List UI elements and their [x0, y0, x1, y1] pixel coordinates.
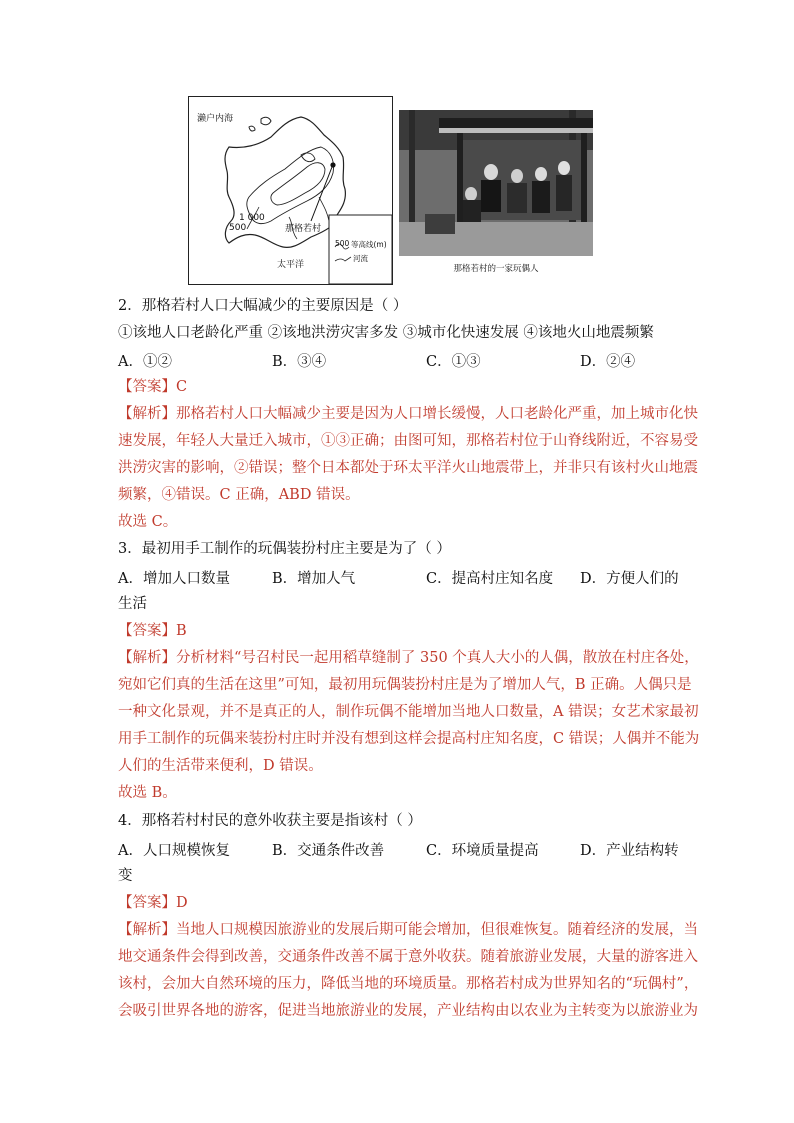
q2-answer-value: C	[176, 379, 188, 395]
contour-map	[188, 96, 393, 285]
q2-option-d[interactable]: D．②④	[580, 354, 636, 370]
q3-analysis-line-5: 人们的生活带来便利，D 错误。	[118, 758, 323, 774]
q4-answer	[118, 893, 188, 913]
q3-option-c[interactable]: C．提高村庄知名度	[426, 571, 554, 587]
q3-answer-value: B	[176, 623, 187, 639]
q4-analysis-line-1	[118, 920, 698, 940]
q3-analysis-line-3: 一种文化景观，并不是真正的人，制作玩偶不能增加当地人口数量，A 错误；女艺术家最初	[118, 704, 699, 720]
q3-option-b[interactable]: B．增加人气	[272, 571, 356, 587]
figure-row	[188, 96, 608, 286]
q4-option-a[interactable]: A．人口规模恢复	[118, 843, 230, 859]
q4-analysis-line-3: 该村，会加大自然环境的压力，降低当地的环境质量。那格若村成为世界知名的“玩偶村”，	[118, 976, 699, 992]
village-marker	[330, 162, 335, 167]
q2-analysis-text-1: 那格若村人口大幅减少主要是因为人口增长缓慢，人口老龄化严重，加上城市化快	[176, 406, 698, 422]
q2-stem: 2．那格若村人口大幅减少的主要原因是（ ）	[118, 298, 408, 314]
q4-answer-label: 【答案】	[118, 895, 176, 911]
map-label-contour-1000: 1 000	[239, 213, 265, 223]
q4-analysis-line-4: 会吸引世界各地的游客，促进当地旅游业的发展，产业结构由以农业为主转变为以旅游业为	[118, 1003, 698, 1019]
q2-analysis-line-1	[118, 404, 698, 424]
q2-analysis-label: 【解析】	[118, 406, 176, 422]
q3-answer	[118, 621, 187, 641]
q2-analysis-line-3: 洪涝灾害的影响，②错误；整个日本都处于环太平洋火山地震带上，并非只有该村火山地震	[118, 460, 698, 476]
q4-option-b[interactable]: B．交通条件改善	[272, 843, 385, 859]
map-label-pacific: 太平洋	[277, 260, 305, 270]
q2-answer	[118, 377, 187, 397]
q2-conclusion: 故选 C。	[118, 514, 178, 530]
q4-analysis-text-1: 当地人口规模因旅游业的发展后期可能会增加，但很难恢复。随着经济的发展，当	[176, 922, 698, 938]
q2-option-a[interactable]: A．①②	[118, 354, 172, 370]
q3-answer-label: 【答案】	[118, 623, 176, 639]
legend-contour-value: 500	[335, 239, 350, 248]
q3-analysis-line-1	[118, 648, 699, 668]
legend-contour-label: 等高线(m)	[351, 240, 387, 249]
q2-option-c[interactable]: C．①③	[426, 354, 481, 370]
q2-statements: ①该地人口老龄化严重 ②该地洪涝灾害多发 ③城市化快速发展 ④该地火山地震频繁	[118, 325, 654, 341]
q3-analysis-line-4: 用手工制作的玩偶来装扮村庄时并没有想到这样会提高村庄知名度，C 错误；人偶并不能为	[118, 731, 700, 747]
q2-option-b[interactable]: B．③④	[272, 354, 327, 370]
photo-caption: 那格若村的一家玩偶人	[453, 264, 539, 274]
q2-analysis-line-2: 速发展，年轻人大量迁入城市，①③正确；由图可知，那格若村位于山脊线附近，不容易受	[118, 433, 698, 449]
q2-answer-label: 【答案】	[118, 379, 176, 395]
q3-analysis-line-2: 宛如它们真的生活在这里”可知，最初用玩偶装扮村庄是为了增加人气，B 正确。人偶只是	[118, 677, 692, 693]
legend-river-label: 河流	[353, 254, 368, 263]
q3-analysis-label: 【解析】	[118, 650, 176, 666]
q3-analysis-text-1: 分析材料“号召村民一起用稻草缝制了 350 个真人大小的人偶，散放在村庄各处，	[176, 650, 699, 666]
q4-option-c[interactable]: C．环境质量提高	[426, 843, 539, 859]
doll-family-photo	[399, 110, 593, 256]
map-label-seto-inland-sea: 濑户内海	[197, 114, 234, 124]
q3-option-d-wrap: 生活	[118, 596, 147, 612]
q4-answer-value: D	[176, 895, 188, 911]
q4-analysis-label: 【解析】	[118, 922, 176, 938]
q4-analysis-line-2: 地交通条件会得到改善，交通条件改善不属于意外收获。随着旅游业发展，大量的游客进入	[118, 949, 698, 965]
q4-option-d[interactable]: D．产业结构转	[580, 843, 679, 859]
q3-option-d[interactable]: D．方便人们的	[580, 571, 679, 587]
map-label-village: 那格若村	[285, 224, 322, 234]
q3-option-a[interactable]: A．增加人口数量	[118, 571, 230, 587]
q4-option-d-wrap: 变	[118, 868, 133, 884]
q3-stem: 3．最初用手工制作的玩偶装扮村庄主要是为了（ ）	[118, 541, 451, 557]
map-label-contour-500: 500	[229, 223, 247, 233]
q3-conclusion: 故选 B。	[118, 785, 177, 801]
q4-stem: 4．那格若村村民的意外收获主要是指该村（ ）	[118, 813, 422, 829]
q2-analysis-line-4: 频繁，④错误。C 正确，ABD 错误。	[118, 487, 360, 503]
